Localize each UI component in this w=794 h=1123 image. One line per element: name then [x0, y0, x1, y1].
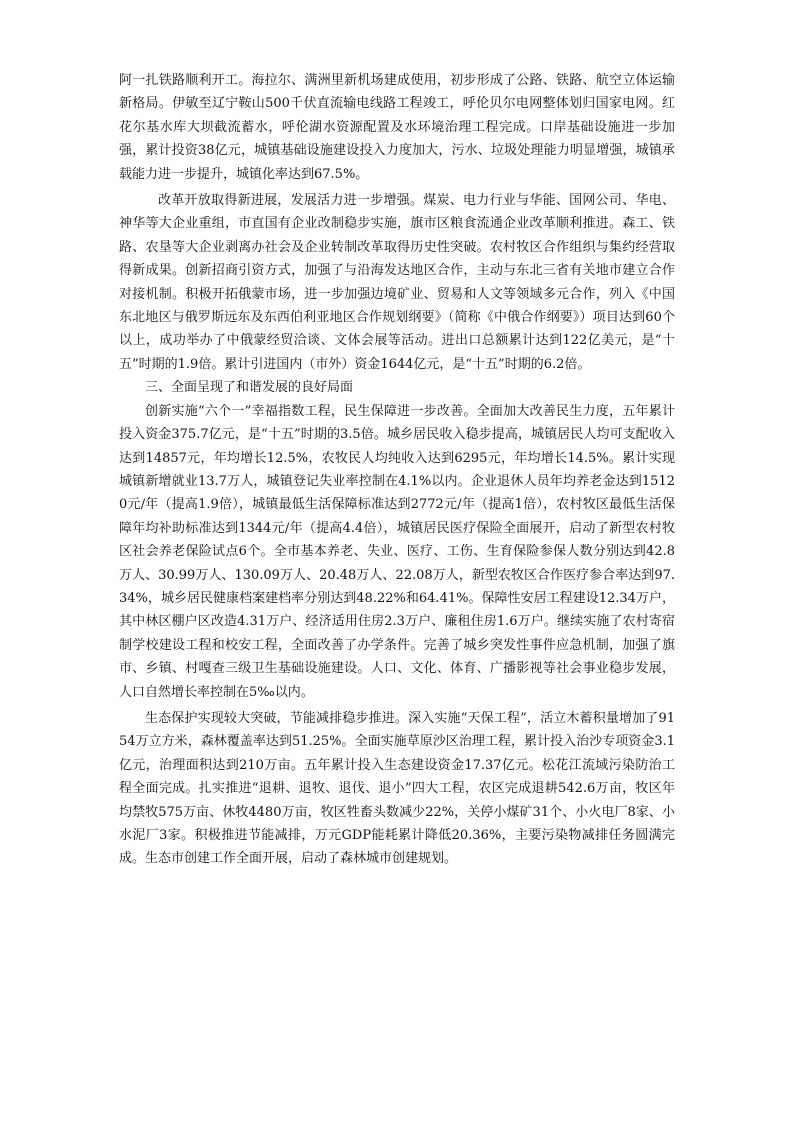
paragraph-livelihood: 创新实施“六个一”幸福指数工程，民生保障进一步改善。全面加大改善民生力度，五年累计投入资金375.7亿元，是“十五”时期的3.5倍。城乡居民收入稳步提高，城镇居民人均可支配收入达到14857元，年均增长12.5%，农牧民人均纯收入达到6295元，年均增长14.5%。累计实现城镇新增就业13.7万人，城镇登记失业率控制在4.1%以内。企业退休人员年均养老金达到15120元/年（提高1.9倍），城镇最低生活保障标准达到2772元/年（提高1倍），农村牧区最低生活保障年均补助标准达到1344元/年（提高4.4倍），城镇居民医疗保险全面展开，启动了新型农村牧区社会养老保险试点6个。全市基本养老、失业、医疗、工伤、生育保险参保人数分别达到42.8万人、30.99万人、130.09万人、20.48万人、22.08万人，新型农牧区合作医疗参合率达到97.34%，城乡居民健康档案建档率分别达到48.22%和64.41%。保障性安居工程建设12.34万户，其中林区棚户区改造4.31万户、经济适用住房2.3万户、廉租住房1.6万户。继续实施了农村寄宿制学校建设工程和校安工程，全面改善了办学条件。完善了城乡突发性事件应急机制，加强了旗市、乡镇、村嘎查三级卫生基础设施建设。人口、文化、体育、广播影视等社会事业稳步发展，人口自然增长率控制在5‰以内。: [119, 403, 675, 700]
section-heading: 三、全面呈现了和谐发展的良好局面: [145, 380, 354, 396]
document-page: [119, 69, 675, 871]
paragraph-infrastructure: 阿一扎铁路顺利开工。海拉尔、满洲里新机场建成使用，初步形成了公路、铁路、航空立体运输新格局。伊敏至辽宁鞍山500千伏直流输电线路工程竣工，呼伦贝尔电网整体划归国家电网。红花尔基水库大坝截流蓄水，呼伦湖水资源配置及水环境治理工程完成。口岸基础设施进一步加强，累计投资38亿元，城镇基础设施建设投入力度加大，污水、垃圾处理能力明显增强，城镇承载能力进一步提升，城镇化率达到67.5%。: [119, 73, 675, 182]
paragraph-reform-opening: 改革开放取得新进展，发展活力进一步增强。煤炭、电力行业与华能、国网公司、华电、神华等大企业重组，市直国有企业改制稳步实施，旗市区粮食流通企业改革顺利推进。森工、铁路、农垦等大企业剥离办社会及企业转制改革取得历史性突破。农村牧区合作组织与集约经营取得新成果。创新招商引资方式，加强了与沿海发达地区合作，主动与东北三省有关地市建立合作对接机制。积极开拓俄蒙市场，进一步加强边境矿业、贸易和人文等领域多元合作，列入《中国东北地区与俄罗斯远东及东西伯利亚地区合作规划纲要》（简称《中俄合作纲要》）项目达到60个以上，成功举办了中俄蒙经贸洽谈、文体会展等活动。进出口总额累计达到122亿美元，是“十五”时期的1.9倍。累计引进国内（市外）资金1644亿元，是“十五”时期的6.2倍。: [119, 193, 675, 372]
paragraph-ecology: 生态保护实现较大突破，节能减排稳步推进。深入实施“天保工程”，活立木蓄积量增加了9154万立方米，森林覆盖率达到51.25%。全面实施草原沙区治理工程，累计投入治沙专项资金3.1亿元，治理面积达到210万亩。五年累计投入生态建设资金17.37亿元。松花江流域污染防治工程全面完成。扎实推进“退耕、退牧、退伐、退小”四大工程，农区完成退耕542.6万亩，牧区年均禁牧575万亩、休牧4480万亩，牧区牲畜头数减少22%，关停小煤矿31个、小火电厂8家、小水泥厂3家。积极推进节能减排，万元GDP能耗累计降低20.36%，主要污染物减排任务圆满完成。生态市创建工作全面开展，启动了森林城市创建规划。: [119, 710, 675, 867]
